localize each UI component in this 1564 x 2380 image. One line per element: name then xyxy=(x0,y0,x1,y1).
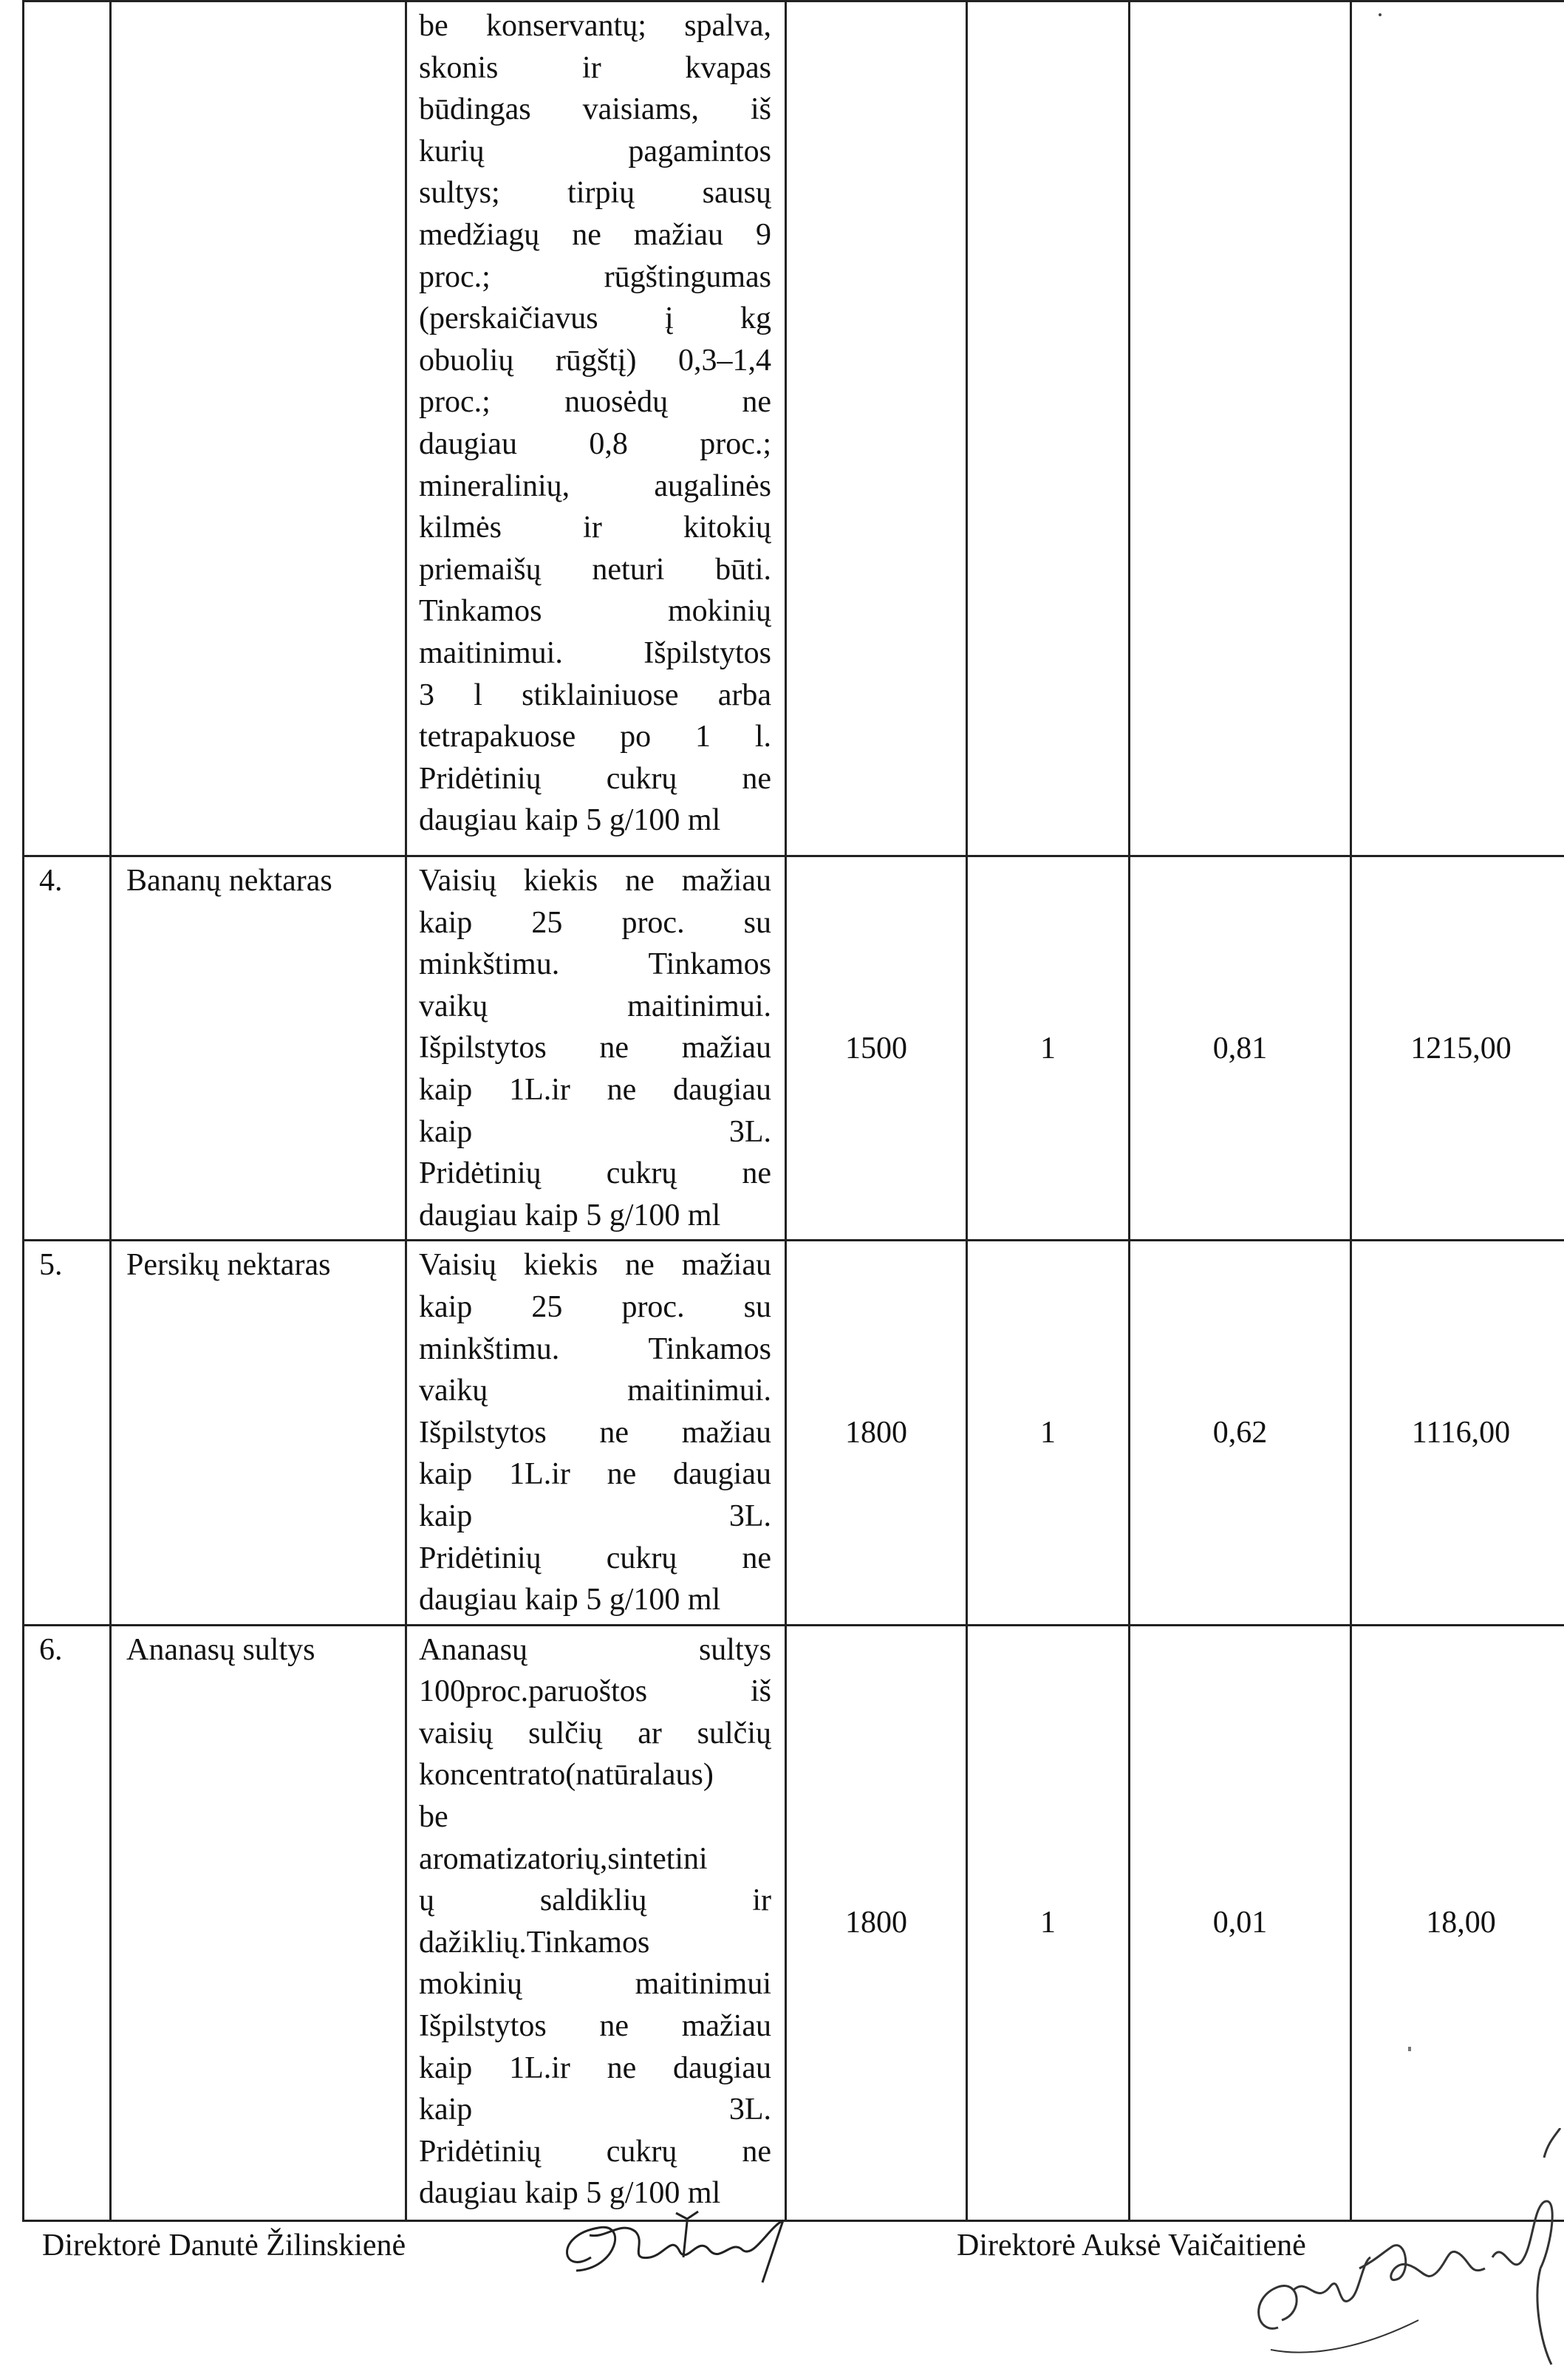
total-cell xyxy=(1351,1,1564,856)
description-line: vaikų maitinimui. xyxy=(419,1374,771,1408)
description-line: tetrapakuose po 1 l. xyxy=(419,720,771,754)
quantity-cell: 1800 xyxy=(786,1625,967,2220)
row-number xyxy=(24,1,111,856)
description-line: Ananasų sultys xyxy=(419,1632,771,1667)
description-line: medžiagų ne mažiau 9 xyxy=(419,217,771,252)
unit-price-cell: 0,01 xyxy=(1130,1625,1351,2220)
description-line: aromatizatorių,sintetini xyxy=(419,1841,708,1876)
product-description xyxy=(406,1,786,856)
product-name: Persikų nektaras xyxy=(111,1241,406,1625)
description-line: koncentrato(natūralaus) xyxy=(419,1758,714,1793)
description-line: daugiau kaip 5 g/100 ml xyxy=(419,803,721,838)
description-line: be konservantų; spalva, xyxy=(419,9,771,43)
description-line: kaip 1L.ir ne daugiau xyxy=(419,2050,771,2085)
unit-price-cell: 0,81 xyxy=(1130,856,1351,1241)
description-line: Pridėtinių cukrų ne xyxy=(419,1541,771,1575)
description-line: kurių pagamintos xyxy=(419,134,771,168)
table-row xyxy=(24,1241,1564,1625)
description-line: be xyxy=(419,1800,448,1835)
description-line: kaip 1L.ir ne daugiau xyxy=(419,1072,771,1107)
description-line: daugiau kaip 5 g/100 ml xyxy=(419,1198,721,1232)
product-description xyxy=(406,856,786,1241)
row-number: 6. xyxy=(24,1625,111,2220)
description-line: obuolių rūgštį) 0,3–1,4 xyxy=(419,343,771,378)
quantity-cell: 1500 xyxy=(786,856,967,1241)
description-line: proc.; rūgštingumas xyxy=(419,259,771,294)
description-line: (perskaičiavus į kg xyxy=(419,301,771,336)
left-handwritten-signature xyxy=(547,2206,813,2287)
quantity-cell: 1800 xyxy=(786,1241,967,1625)
description-line: kaip 3L. xyxy=(419,1498,771,1533)
description-line: Pridėtinių cukrų ne xyxy=(419,1156,771,1191)
product-name: Bananų nektaras xyxy=(111,856,406,1241)
description-line: Pridėtinių cukrų ne xyxy=(419,761,771,796)
description-line: kilmės ir kitokių xyxy=(419,511,771,545)
table-row xyxy=(24,856,1564,1241)
unit-cell xyxy=(967,1,1130,856)
description-line: maitinimui. Išpilstytos xyxy=(419,635,771,670)
row-number: 5. xyxy=(24,1241,111,1625)
description-line: 3 l stiklainiuose arba xyxy=(419,678,771,712)
right-handwritten-signature xyxy=(1249,2128,1564,2372)
description-line: vaikų maitinimui. xyxy=(419,989,771,1023)
description-line: mineralinių, augalinės xyxy=(419,468,771,503)
description-line: vaisių sulčių ar sulčių xyxy=(419,1716,771,1750)
product-name xyxy=(111,1,406,856)
description-line: būdingas vaisiams, iš xyxy=(419,92,771,127)
scan-speck xyxy=(1408,2047,1411,2051)
description-line: kaip 3L. xyxy=(419,2093,771,2127)
product-description xyxy=(406,1241,786,1625)
description-line: Pridėtinių cukrų ne xyxy=(419,2134,771,2169)
left-signatory-label: Direktorė Danutė Žilinskienė xyxy=(42,2229,406,2263)
description-line: dažiklių.Tinkamos xyxy=(419,1925,650,1960)
quantity-cell xyxy=(786,1,967,856)
total-cell: 18,00 xyxy=(1351,1625,1564,2220)
description-line: daugiau kaip 5 g/100 ml xyxy=(419,2176,721,2211)
description-line: Tinkamos mokinių xyxy=(419,594,771,629)
description-line: minkštimu. Tinkamos xyxy=(419,947,771,982)
table-row xyxy=(24,1,1564,856)
description-line: mokinių maitinimui xyxy=(419,1967,771,2002)
description-line: kaip 25 proc. su xyxy=(419,1289,771,1324)
description-line: Išpilstytos ne mažiau xyxy=(419,1031,771,1065)
row-number: 4. xyxy=(24,856,111,1241)
unit-price-cell: 0,62 xyxy=(1130,1241,1351,1625)
description-line: ų saldiklių ir xyxy=(419,1883,771,1918)
description-line: minkštimu. Tinkamos xyxy=(419,1331,771,1366)
right-signatory-label: Direktorė Auksė Vaičaitienė xyxy=(957,2229,1306,2263)
product-table xyxy=(22,0,1564,2222)
product-name: Ananasų sultys xyxy=(111,1625,406,2220)
unit-cell: 1 xyxy=(967,1241,1130,1625)
description-line: sultys; tirpių sausų xyxy=(419,176,771,211)
description-line: Vaisių kiekis ne mažiau xyxy=(419,864,771,898)
description-line: kaip 1L.ir ne daugiau xyxy=(419,1457,771,1492)
product-description xyxy=(406,1625,786,2220)
unit-price-cell xyxy=(1130,1,1351,856)
description-line: daugiau 0,8 proc.; xyxy=(419,426,771,461)
description-line: skonis ir kvapas xyxy=(419,50,771,85)
description-line: proc.; nuosėdų ne xyxy=(419,385,771,420)
description-line: 100proc.paruoštos iš xyxy=(419,1674,771,1709)
unit-cell: 1 xyxy=(967,1625,1130,2220)
description-line: priemaišų neturi būti. xyxy=(419,552,771,587)
description-line: daugiau kaip 5 g/100 ml xyxy=(419,1583,721,1617)
unit-cell: 1 xyxy=(967,856,1130,1241)
total-cell: 1215,00 xyxy=(1351,856,1564,1241)
description-line: kaip 3L. xyxy=(419,1114,771,1149)
description-line: Vaisių kiekis ne mažiau xyxy=(419,1248,771,1283)
description-line: Išpilstytos ne mažiau xyxy=(419,1415,771,1450)
total-cell: 1116,00 xyxy=(1351,1241,1564,1625)
description-line: kaip 25 proc. su xyxy=(419,905,771,940)
description-line: Išpilstytos ne mažiau xyxy=(419,2009,771,2044)
